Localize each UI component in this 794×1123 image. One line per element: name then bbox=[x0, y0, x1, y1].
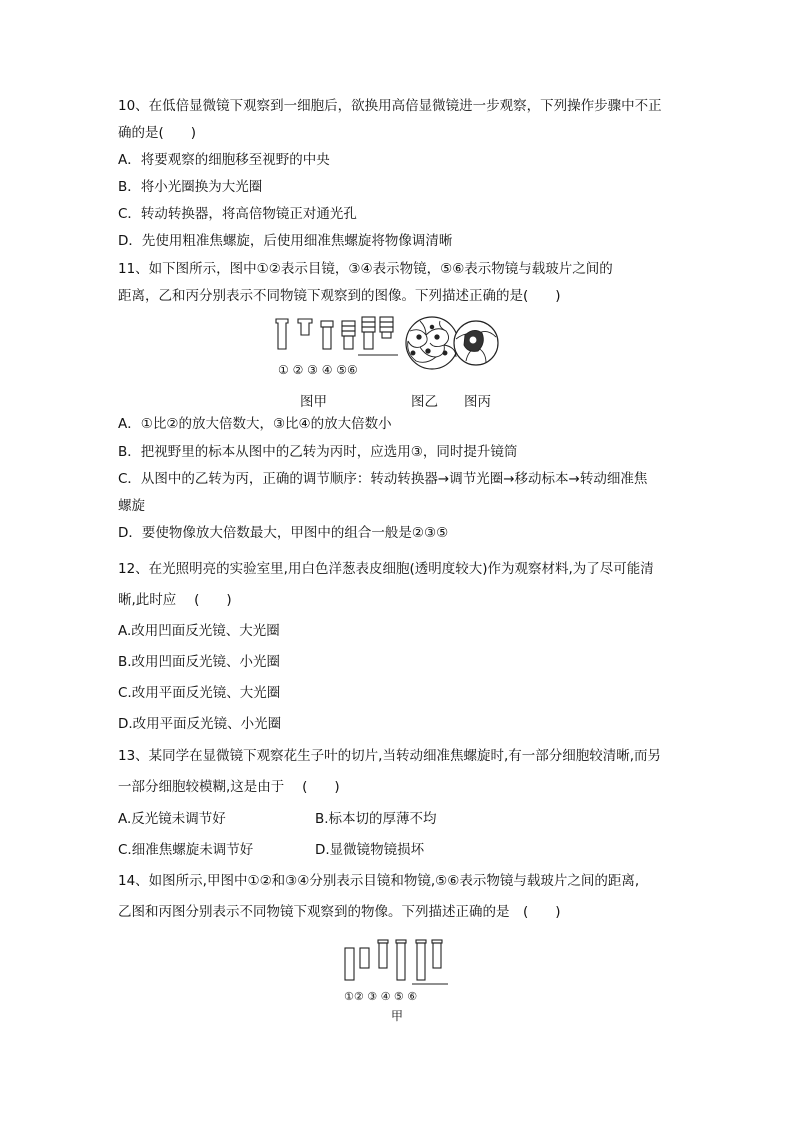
q11-figure-numbers: ① ② ③ ④ ⑤⑥ bbox=[278, 363, 358, 377]
q12-stem-line2: 晰,此时应 ( ) bbox=[118, 592, 232, 608]
q11-microscope-figure bbox=[270, 313, 500, 408]
q13-option-d: D.显微镜物镜损坏 bbox=[315, 842, 425, 858]
q10-option-a: A．将要观察的细胞移至视野的中央 bbox=[118, 152, 330, 168]
q10-stem-line2: 确的是( ) bbox=[118, 125, 197, 141]
q11-view-bing bbox=[454, 321, 498, 365]
q10-option-b: B．将小光圈换为大光圈 bbox=[118, 179, 263, 195]
q11-option-a: A．①比②的放大倍数大，③比④的放大倍数小 bbox=[118, 416, 392, 432]
q13-option-c: C.细准焦螺旋未调节好 bbox=[118, 842, 254, 858]
q14-microscope-figure bbox=[336, 934, 456, 1024]
q11-option-d: D．要使物像放大倍数最大，甲图中的组合一般是②③⑤ bbox=[118, 525, 449, 541]
q12-option-b: B.改用凹面反光镜、小光圈 bbox=[118, 654, 281, 670]
q13-stem-line2: 一部分细胞较模糊,这是由于 ( ) bbox=[118, 779, 340, 795]
q10-option-c: C．转动转换器，将高倍物镜正对通光孔 bbox=[118, 206, 357, 222]
q11-stem-line2: 距离，乙和丙分别表示不同物镜下观察到的图像。下列描述正确的是( ) bbox=[118, 288, 561, 304]
q14-eyepieces bbox=[345, 948, 369, 980]
q14-figure-numbers: ①② ③ ④ ⑤ ⑥ bbox=[344, 990, 418, 1003]
q11-stem-line1: 11、如下图所示，图中①②表示目镜，③④表示物镜，⑤⑥表示物镜与载玻片之间的 bbox=[118, 261, 613, 277]
q11-label-yi: 图乙 bbox=[411, 394, 438, 410]
q11-option-c-line1: C．从图中的乙转为丙，正确的调节顺序：转动转换器→调节光圈→移动标本→转动细准焦 bbox=[118, 471, 648, 487]
q11-option-b: B．把视野里的标本从图中的乙转为丙时，应选用③，同时提升镜筒 bbox=[118, 444, 518, 460]
q14-objectives bbox=[378, 940, 448, 984]
q13-stem-line1: 13、某同学在显微镜下观察花生子叶的切片,当转动细准焦螺旋时,有一部分细胞较清晰,而另 bbox=[118, 748, 662, 764]
q12-option-d: D.改用平面反光镜、小光圈 bbox=[118, 716, 282, 732]
q10-stem-line1: 10、在低倍显微镜下观察到一细胞后，欲换用高倍显微镜进一步观察，下列操作步骤中不正 bbox=[118, 98, 662, 114]
q14-figure-drawing bbox=[336, 934, 456, 990]
q12-stem-line1: 12、在光照明亮的实验室里,用白色洋葱表皮细胞(透明度较大)作为观察材料,为了尽可能清 bbox=[118, 561, 654, 577]
q11-label-jia: 图甲 bbox=[300, 394, 327, 410]
q11-view-yi bbox=[406, 317, 458, 369]
q12-option-a: A.改用凹面反光镜、大光圈 bbox=[118, 623, 280, 639]
q10-option-d: D．先使用粗准焦螺旋，后使用细准焦螺旋将物像调清晰 bbox=[118, 233, 453, 249]
q11-option-c-line2: 螺旋 bbox=[118, 498, 145, 514]
q11-eyepieces bbox=[276, 319, 312, 349]
q11-label-bing: 图丙 bbox=[464, 394, 491, 410]
q13-option-b: B.标本切的厚薄不均 bbox=[315, 811, 437, 827]
q13-option-a: A.反光镜未调节好 bbox=[118, 811, 226, 827]
q14-stem-line1: 14、如图所示,甲图中①②和③④分别表示目镜和物镜,⑤⑥表示物镜与载玻片之间的距离, bbox=[118, 873, 640, 889]
q12-option-c: C.改用平面反光镜、大光圈 bbox=[118, 685, 281, 701]
q14-stem-line2: 乙图和丙图分别表示不同物镜下观察到的物像。下列描述正确的是 ( ) bbox=[118, 904, 561, 920]
q14-label-jia: 甲 bbox=[391, 1009, 404, 1023]
q11-objectives bbox=[321, 317, 398, 355]
